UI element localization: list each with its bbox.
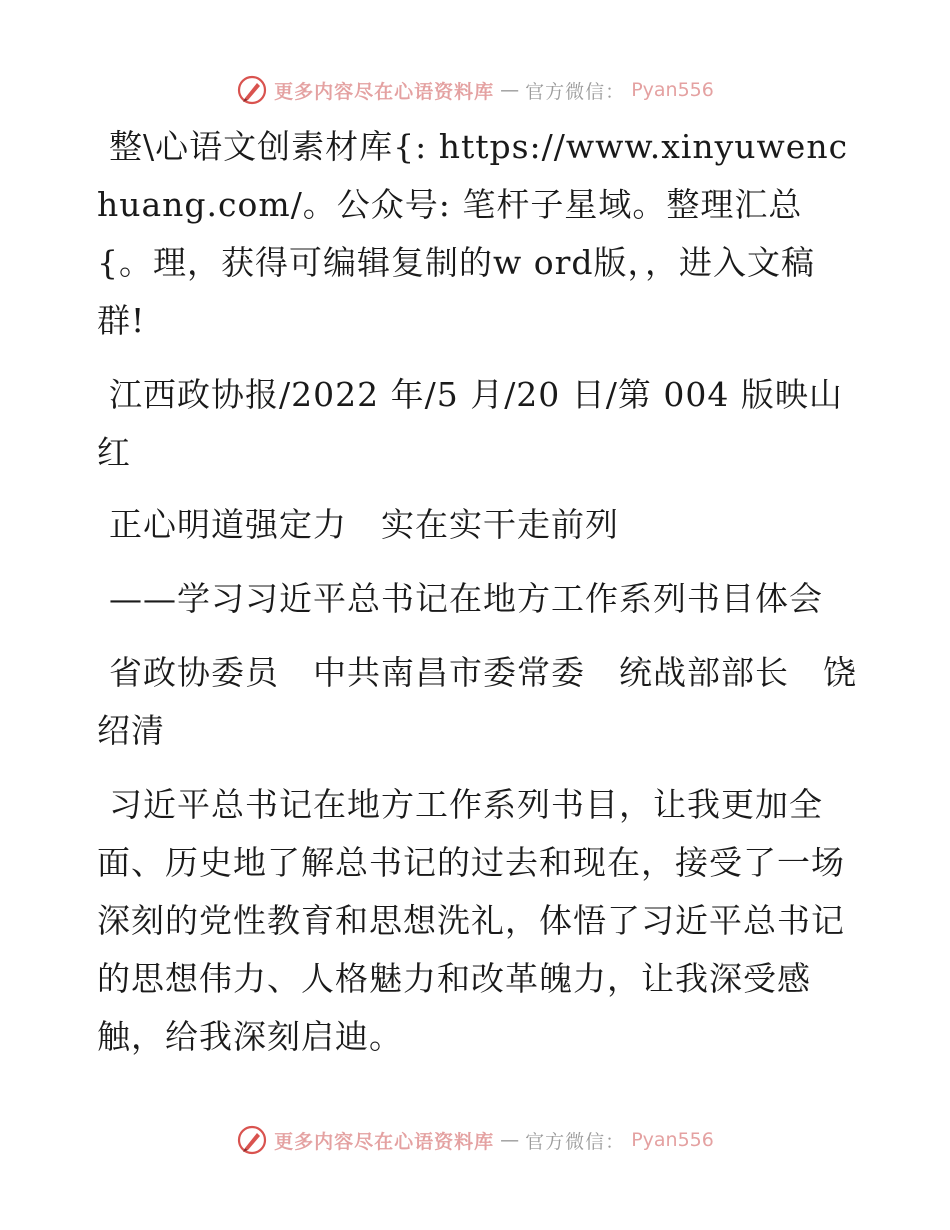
- footer-watermark: [0, 1120, 950, 1160]
- document-body: [97, 118, 857, 1082]
- watermark-slogan: 更多内容尽在心语资料库: [274, 1130, 495, 1153]
- watermark-dash: —: [500, 79, 520, 101]
- body-paragraph: 习近平总书记在地方工作系列书目，让我更加全面、历史地了解总书记的过去和现在，接受了一场深刻的党性教育和思想洗礼，体悟了习近平总书记的思想伟力、人格魅力和改革魄力，让我深受感触，给我深刻启迪。: [97, 785, 845, 1056]
- watermark-wechat-id: Pyan556: [631, 1129, 714, 1151]
- header-watermark: [0, 70, 950, 110]
- watermark-wechat-label: 官方微信：: [525, 80, 626, 103]
- article-title: 正心明道强定力 实在实干走前列: [109, 505, 619, 544]
- article-subtitle: ——学习习近平总书记在地方工作系列书目体会: [109, 579, 823, 618]
- pen-logo-icon: [236, 1124, 268, 1156]
- source-line: 江西政协报/2022 年/5 月/20 日/第 004 版映山红: [97, 375, 843, 472]
- watermark-dash: —: [500, 1129, 520, 1151]
- intro-paragraph: 整\心语文创素材库{: https://www.xinyuwenchuang.com/。公众号: 笔杆子星域。整理汇总{。理，获得可编辑复制的w ord版，，进入文稿群!: [97, 127, 849, 340]
- author-line: 省政协委员 中共南昌市委常委 统战部部长 饶绍清: [97, 653, 857, 750]
- watermark-wechat-id: Pyan556: [631, 79, 714, 101]
- watermark-wechat-label: 官方微信：: [525, 1130, 626, 1153]
- watermark-slogan: 更多内容尽在心语资料库: [274, 80, 495, 103]
- pen-logo-icon: [236, 74, 268, 106]
